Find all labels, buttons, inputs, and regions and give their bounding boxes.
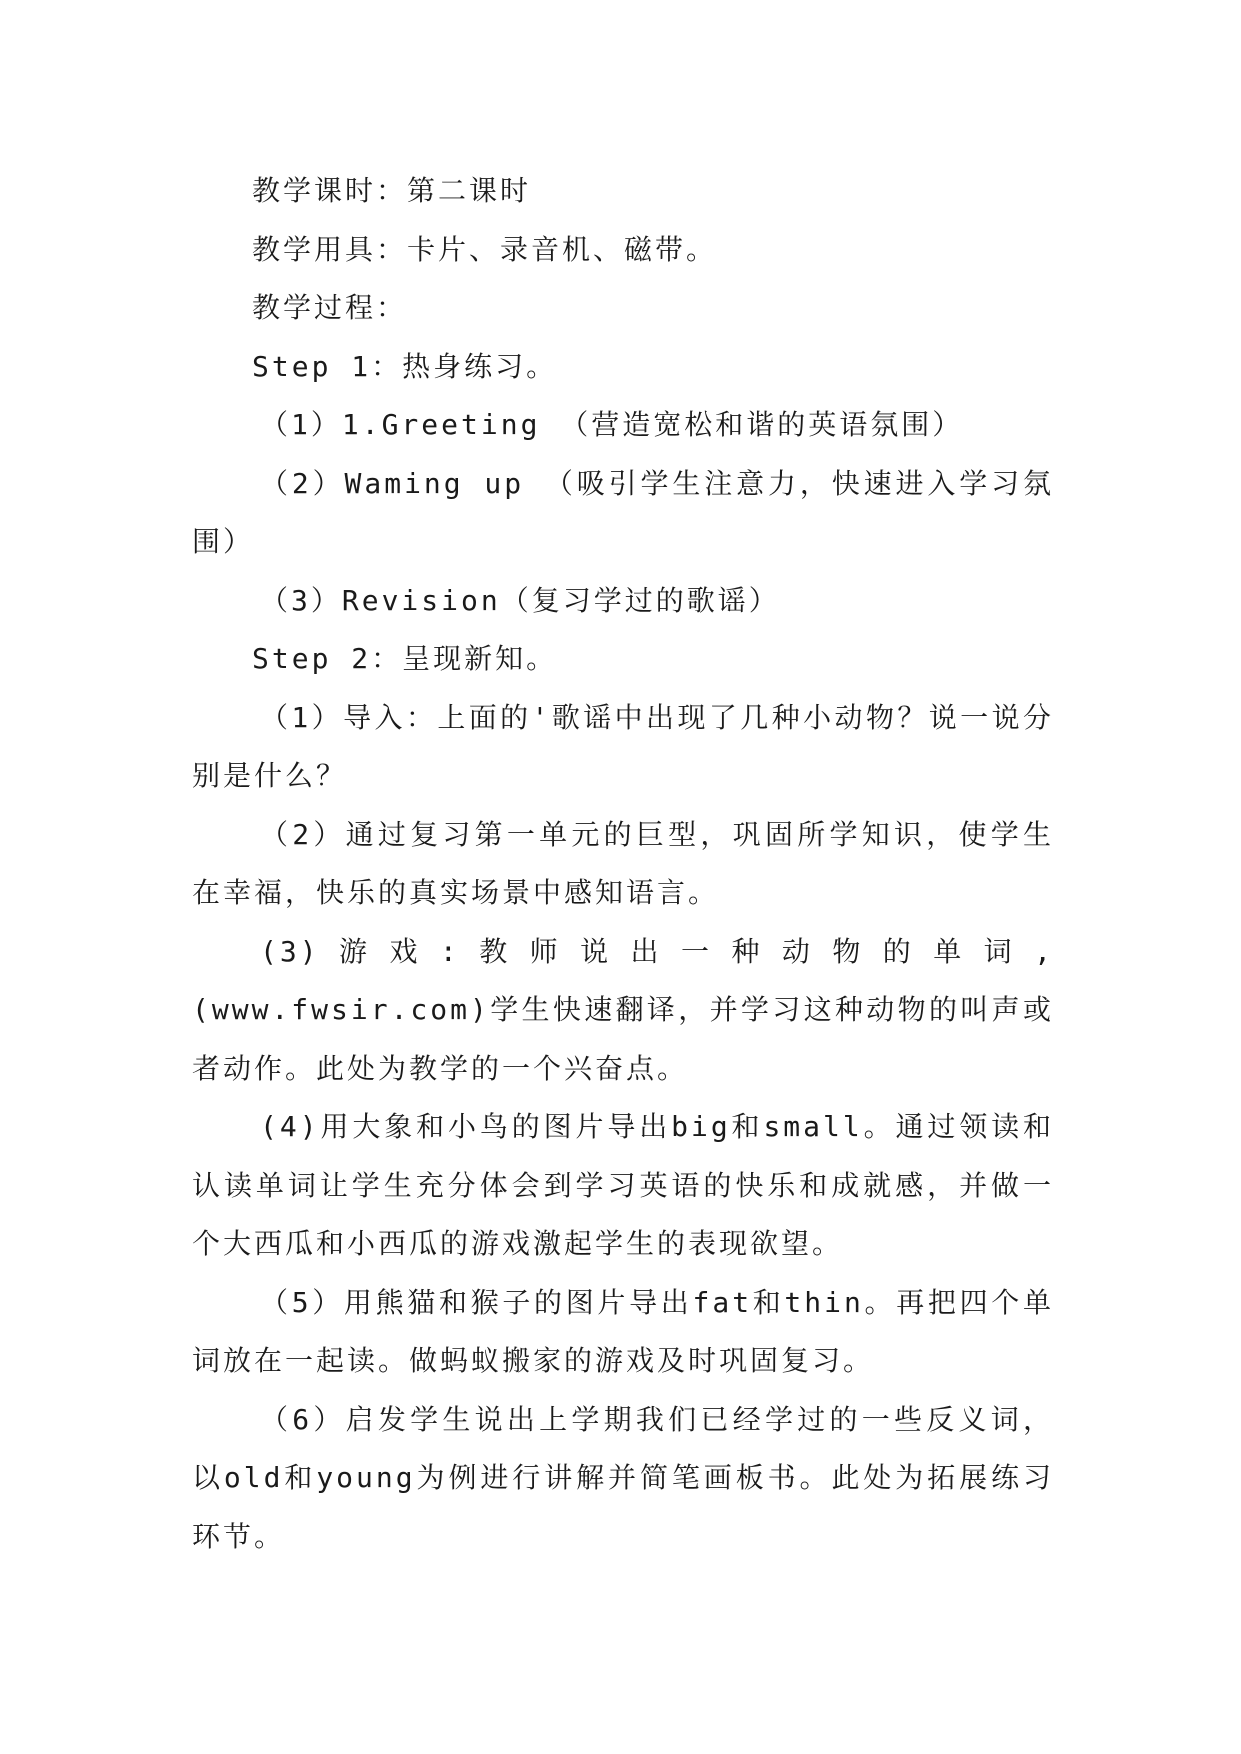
step-2-item-game: (3)游戏:教师说出一种动物的单词,(www.fwsir.com)学生快速翻译，并学习这种动物的叫声或者动作。此处为教学的一个兴奋点。 bbox=[192, 934, 1054, 1085]
document-body bbox=[192, 162, 1054, 1566]
step-2-item-review: （2）通过复习第一单元的巨型，巩固所学知识，使学生在幸福，快乐的真实场景中感知语言。 bbox=[192, 817, 1054, 909]
step-2-item-lead-in: （1）导入：上面的'歌谣中出现了几种小动物？说一说分别是什么？ bbox=[192, 700, 1054, 792]
step-1-item-revision: （3）Revision（复习学过的歌谣） bbox=[260, 583, 780, 617]
step-2-heading: Step 2：呈现新知。 bbox=[252, 642, 558, 675]
teaching-aids-line: 教学用具：卡片、录音机、磁带。 bbox=[252, 232, 718, 266]
step-2-item-big-small: (4)用大象和小鸟的图片导出big和small。通过领读和认读单词让学生充分体会到学习英语的快乐和成就感，并做一个大西瓜和小西瓜的游戏激起学生的表现欲望。 bbox=[192, 1110, 1054, 1260]
step-1-heading: Step 1：热身练习。 bbox=[252, 349, 558, 383]
step-2-item-fat-thin: （5）用熊猫和猴子的图片导出fat和thin。再把四个单词放在一起读。做蚂蚁搬家的游戏及时巩固复习。 bbox=[192, 1285, 1054, 1377]
step-1-item-greeting: （1）1.Greeting （营造宽松和谐的英语氛围） bbox=[260, 408, 964, 441]
lesson-period-line: 教学课时：第二课时 bbox=[252, 174, 532, 207]
teaching-process-heading: 教学过程： bbox=[252, 291, 408, 324]
step-1-item-warming-up: （2）Waming up （吸引学生注意力，快速进入学习氛围） bbox=[192, 466, 1054, 558]
step-2-item-antonyms: （6）启发学生说出上学期我们已经学过的一些反义词，以old和young为例进行讲解并简笔画板书。此处为拓展练习环节。 bbox=[192, 1402, 1054, 1553]
